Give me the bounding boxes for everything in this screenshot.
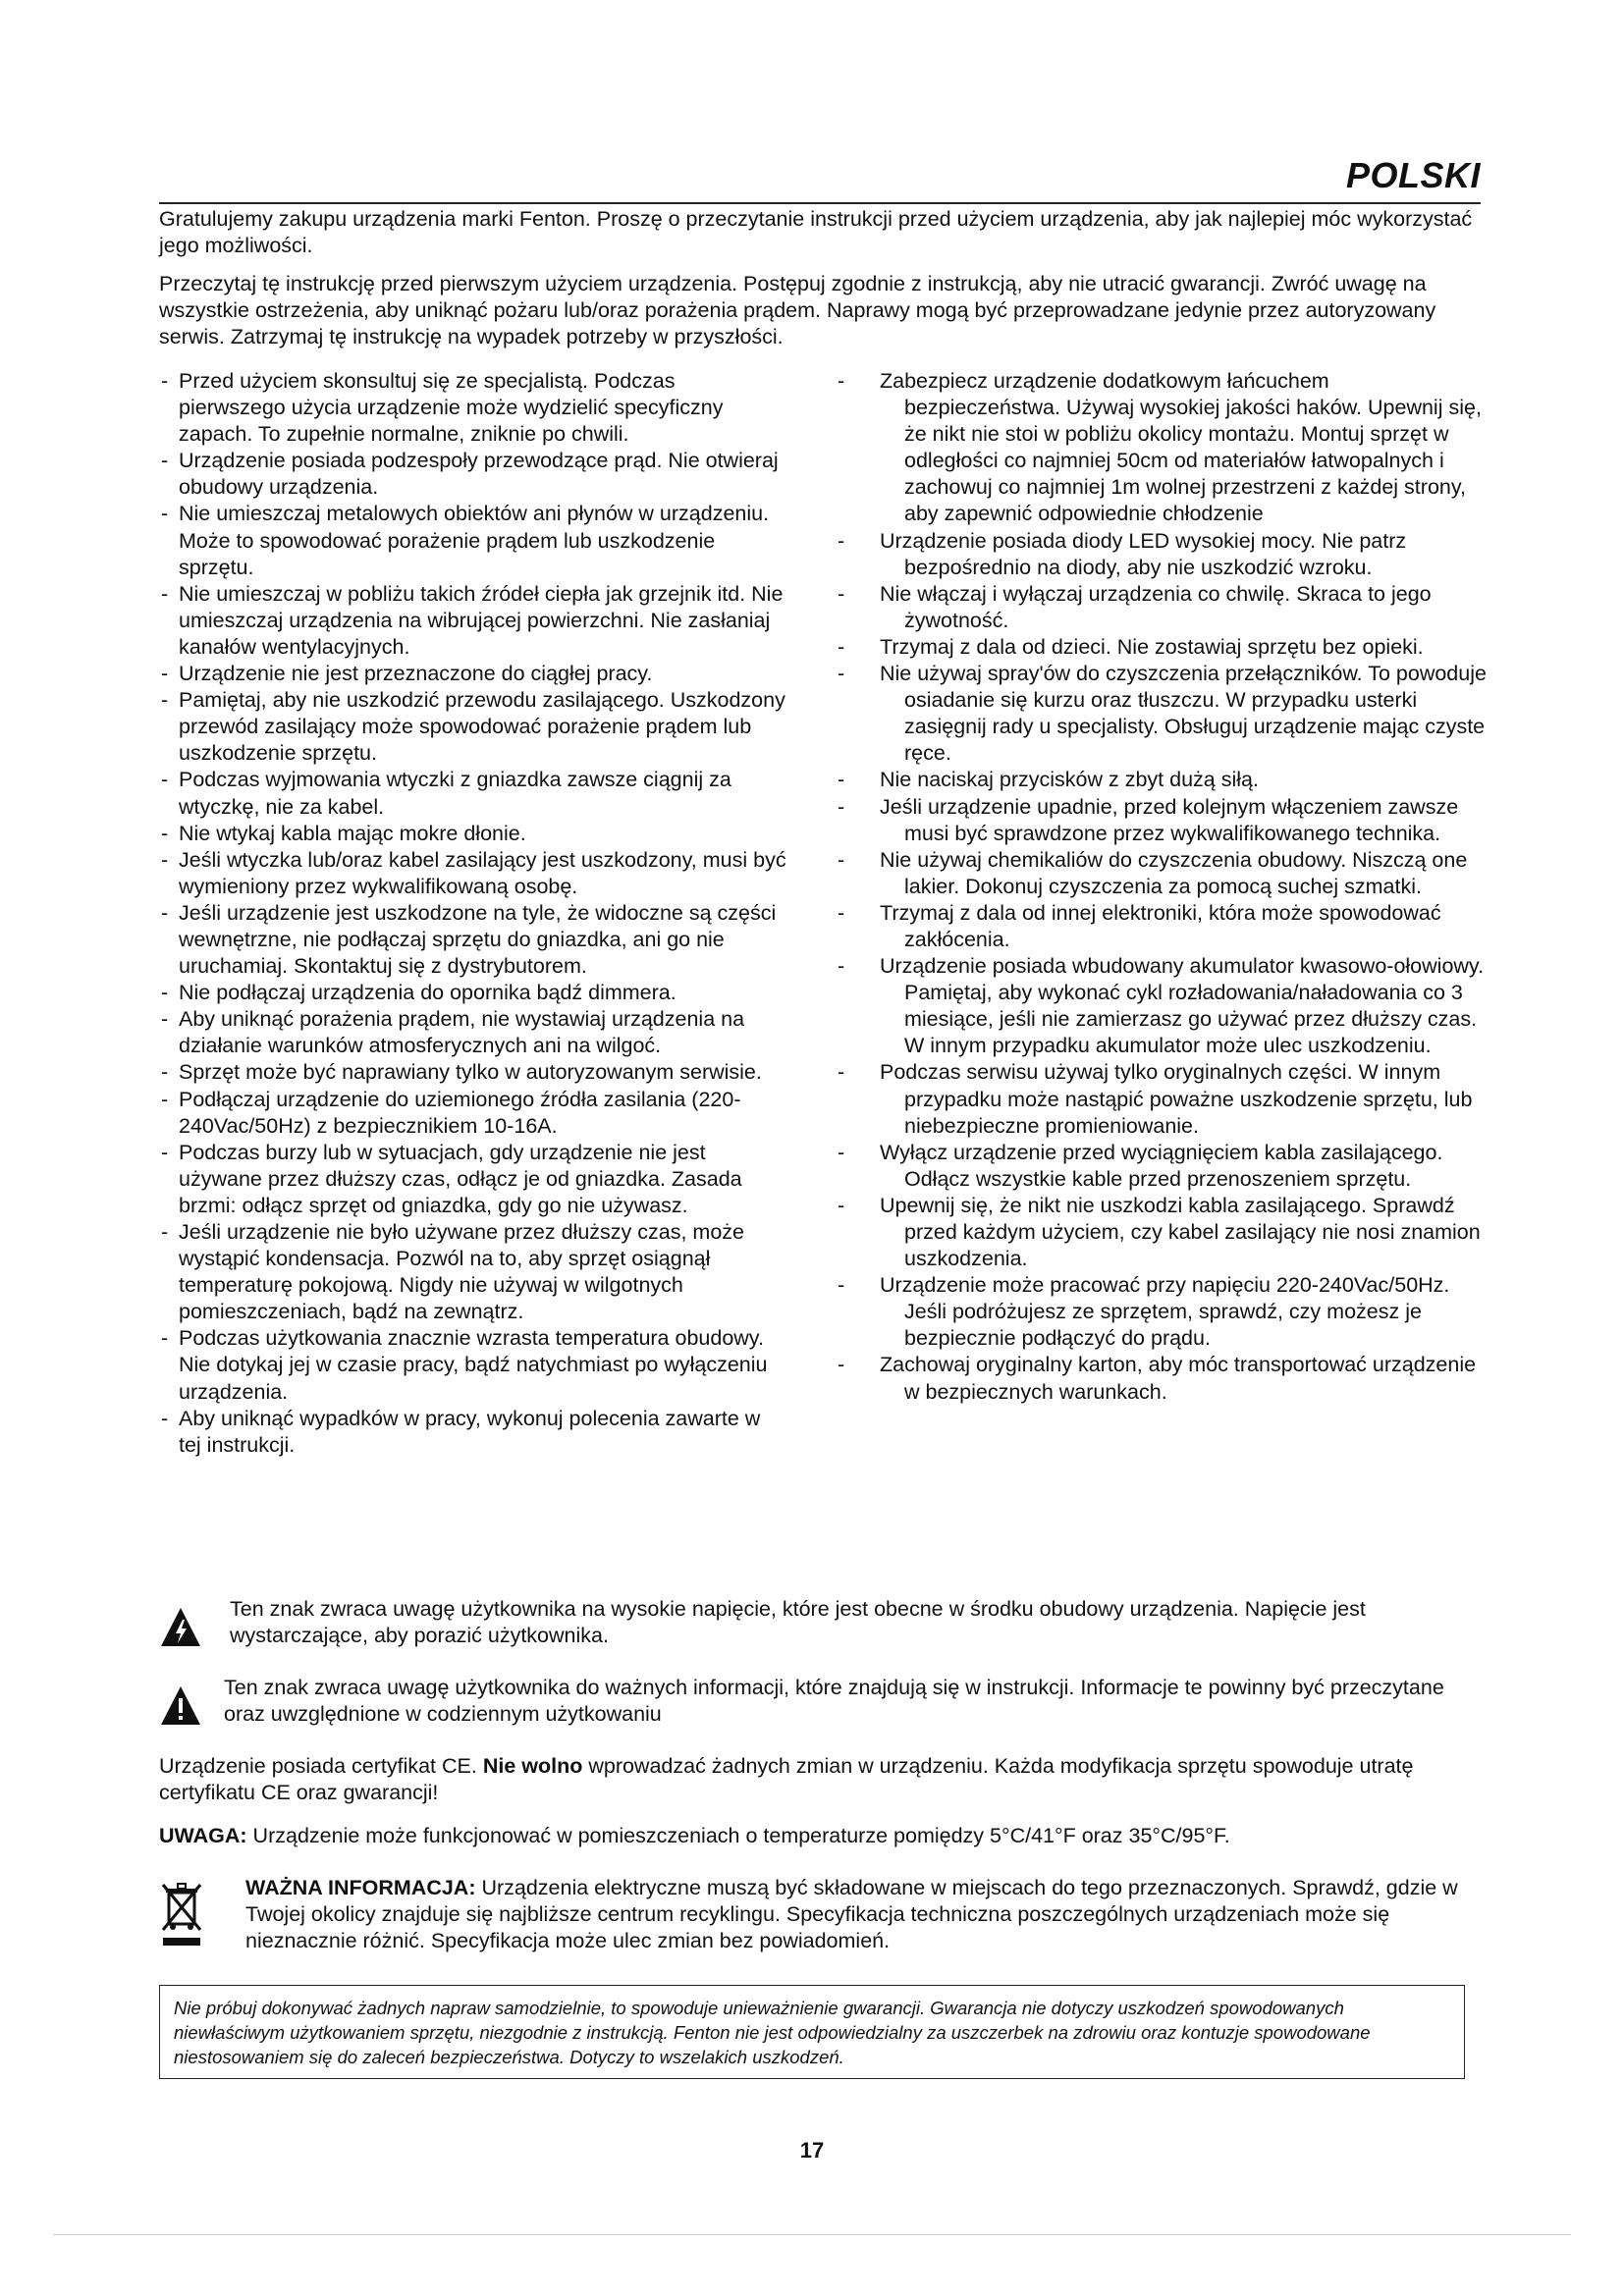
list-item: - Nie naciskaj przycisków z zbyt dużą siłą. [860,767,1489,793]
exclamation-warning-icon [159,1684,202,1728]
list-item: - Aby uniknąć porażenia prądem, nie wystawiaj urządzenia na działanie warunków atmosferycznych ani na wilgoć. [159,1006,787,1059]
footer-divider [53,2234,1571,2235]
important-info-text: Ten znak zwraca uwagę użytkownika do ważnych informacji, które znajdują się w instrukcji. Informacje te powinny być przeczytane oraz uwzględnione w codziennym użytkowaniu [224,1676,1444,1726]
list-item: - Urządzenie posiada wbudowany akumulator kwasowo-ołowiowy. Pamiętaj, aby wykonać cykl rozładowania/naładowania co 3 miesiące, jeśli nie zamierzasz go używać przez dłuższy czas. W innym przypadku akumulator może ulec uszkodzeniu. [860,953,1489,1059]
list-item: - Urządzenie posiada podzespoły przewodzące prąd. Nie otwieraj obudowy urządzenia. [159,448,787,501]
ce-text-after: wprowadzać żadnych zmian w urządzeniu. Każda modyfikacja sprzętu spowoduje utratę certyfikatu CE oraz gwarancji! [159,1754,1414,1804]
list-item: - Przed użyciem skonsultuj się ze specjalistą. Podczas pierwszego użycia urządzenie może wydzielić specyficzny zapach. To zupełnie normalne, zniknie po chwili. [159,368,787,448]
list-item: - Nie używaj chemikaliów do czyszczenia obudowy. Niszczą one lakier. Dokonuj czyszczenia za pomocą suchej szmatki. [860,847,1489,900]
ce-notice [159,1753,1485,1806]
list-item: - Podczas burzy lub w sytuacjach, gdy urządzenie nie jest używane przez dłuższy czas, odłącz je od gniazdka. Zasada brzmi: odłącz sprzęt od gniazdka, gdy go nie używasz. [159,1140,787,1219]
safety-list-right [860,368,1489,1406]
list-item: - Wyłącz urządzenie przed wyciągnięciem kabla zasilającego. Odłącz wszystkie kable przed przenoszeniem sprzętu. [860,1140,1489,1193]
list-item: - Urządzenie posiada diody LED wysokiej mocy. Nie patrz bezpośrednio na diody, aby nie uszkodzić wzroku. [860,528,1489,581]
uwaga-label: UWAGA: [159,1824,247,1847]
list-item: - Nie wtykaj kabla mając mokre dłonie. [159,821,787,847]
language-heading: POLSKI [1345,155,1481,195]
weee-body: Urządzenia elektryczne muszą być składowane w miejscach do tego przeznaczonych. Sprawdź, gdzie w Twojej okolicy znajduje się najbliższe centrum recyklingu. Specyfikacja techniczna poszczególnych urządzeniach może się nieznacznie różnić. Specyfikacja może ulec zmian bez powiadomień. [245,1876,1458,1952]
list-item: - Podczas użytkowania znacznie wzrasta temperatura obudowy. Nie dotykaj jej w czasie pracy, bądź natychmiast po wyłączeniu urządzenia. [159,1325,787,1405]
disclaimer-text: Nie próbuj dokonywać żadnych napraw samodzielnie, to spowoduje unieważnienie gwarancji. Gwarancja nie dotyczy uszkodzeń spowodowanych niewłaściwym użytkowaniem sprzętu, niezgodnie z instrukcją. Fenton nie jest odpowiedzialny za uszczerbek na zdrowiu oraz kontuzje spowodowane niestosowaniem się do zaleceń bezpieczeństwa. Dotyczy to wszelakich uszkodzeń. [174,1998,1371,2067]
list-item: - Podłączaj urządzenie do uziemionego źródła zasilania (220-240Vac/50Hz) z bezpiecznikiem 10-16A. [159,1087,787,1140]
list-item: - Pamiętaj, aby nie uszkodzić przewodu zasilającego. Uszkodzony przewód zasilający może spowodować porażenie prądem lub uszkodzenie sprzętu. [159,687,787,767]
weee-notice [159,1875,1485,1963]
list-item: - Nie używaj spray'ów do czyszczenia przełączników. To powoduje osiadanie się kurzu oraz tłuszczu. W przypadku usterki zasięgnij rady u specjalisty. Obsługuj urządzenie mając czyste ręce. [860,661,1489,767]
list-item: - Podczas serwisu używaj tylko oryginalnych części. W innym przypadku może nastąpić poważne uszkodzenie sprzętu, lub niebezpieczne promieniowanie. [860,1059,1489,1139]
weee-label: WAŻNA INFORMACJA: [245,1876,476,1899]
crossed-bin-icon [159,1881,206,1951]
list-item: - Nie podłączaj urządzenia do opornika bądź dimmera. [159,980,787,1006]
list-item: - Trzymaj z dala od innej elektroniki, która może spowodować zakłócenia. [860,900,1489,953]
list-item: - Jeśli urządzenie upadnie, przed kolejnym włączeniem zawsze musi być sprawdzone przez wykwalifikowanego technika. [860,794,1489,847]
list-item: - Zabezpiecz urządzenie dodatkowym łańcuchem bezpieczeństwa. Używaj wysokiej jakości haków. Upewnij się, że nikt nie stoi w pobliżu okolicy montażu. Montuj sprzęt w odległości co najmniej 50cm od materiałów łatwopalnych i zachowuj co najmniej 1m wolnej przestrzeni z każdej strony, aby zapewnić odpowiednie chłodzenie [860,368,1489,528]
high-voltage-warning [159,1596,1485,1655]
list-item: - Urządzenie nie jest przeznaczone do ciągłej pracy. [159,661,787,687]
uwaga-text: Urządzenie może funkcjonować w pomieszczeniach o temperaturze pomiędzy 5°C/41°F oraz 35°C/95°F. [246,1824,1230,1847]
list-item: - Jeśli wtyczka lub/oraz kabel zasilający jest uszkodzony, musi być wymieniony przez wykwalifikowaną osobę. [159,847,787,900]
list-item: - Nie umieszczaj w pobliżu takich źródeł ciepła jak grzejnik itd. Nie umieszczaj urządzenia na wibrującej powierzchni. Nie zasłaniaj kanałów wentylacyjnych. [159,581,787,661]
list-item: - Sprzęt może być naprawiany tylko w autoryzowanym serwisie. [159,1059,787,1086]
list-item: - Trzymaj z dala od dzieci. Nie zostawiaj sprzętu bez opieki. [860,634,1489,661]
list-item: - Jeśli urządzenie jest uszkodzone na tyle, że widoczne są części wewnętrzne, nie podłączaj sprzętu do gniazdka, ani go nie uruchamiaj. Skontaktuj się z dystrybutorem. [159,900,787,980]
list-item: - Nie włączaj i wyłączaj urządzenia co chwilę. Skraca to jego żywotność. [860,581,1489,634]
weee-text [245,1875,1485,1954]
list-item: - Upewnij się, że nikt nie uszkodzi kabla zasilającego. Sprawdź przed każdym użyciem, czy kabel zasilający nie nosi znamion uszkodzenia. [860,1193,1489,1272]
list-item: - Nie umieszczaj metalowych obiektów ani płynów w urządzeniu. Może to spowodować porażenie prądem lub uszkodzenie sprzętu. [159,501,787,580]
safety-list-left [159,368,787,1459]
list-item: - Urządzenie może pracować przy napięciu 220-240Vac/50Hz. Jeśli podróżujesz ze sprzętem, sprawdź, czy możesz je bezpiecznie podłączyć do prądu. [860,1272,1489,1352]
disclaimer-box [159,1985,1465,2079]
uwaga-notice [159,1823,1485,1849]
high-voltage-text: Ten znak zwraca uwagę użytkownika na wysokie napięcie, które jest obecne w środku obudowy urządzenia. Napięcie jest wystarczające, aby porazić użytkownika. [230,1597,1366,1647]
ce-text-before: Urządzenie posiada certyfikat CE. [159,1754,483,1778]
list-item: - Aby uniknąć wypadków w pracy, wykonuj polecenia zawarte w tej instrukcji. [159,1406,787,1459]
list-item: - Zachowaj oryginalny karton, aby móc transportować urządzenie w bezpiecznych warunkach. [860,1352,1489,1405]
header-divider [159,202,1481,204]
intro-paragraph-2: Przeczytaj tę instrukcję przed pierwszym użyciem urządzenia. Postępuj zgodnie z instrukcją, aby nie utracić gwarancji. Zwróć uwagę na wszystkie ostrzeżenia, aby uniknąć pożaru lub/oraz porażenia prądem. Naprawy mogą być przeprowadzane jedynie przez autoryzowany serwis. Zatrzymaj tę instrukcję na wypadek potrzeby w przyszłości. [159,272,1436,348]
list-item: - Podczas wyjmowania wtyczki z gniazdka zawsze ciągnij za wtyczkę, nie za kabel. [159,767,787,820]
intro-paragraph-1: Gratulujemy zakupu urządzenia marki Fenton. Proszę o przeczytanie instrukcji przed użyciem urządzenia, aby jak najlepiej móc wykorzystać jego możliwości. [159,207,1473,257]
page-number: 17 [799,2138,825,2163]
lightning-warning-icon [159,1606,202,1649]
list-item: - Jeśli urządzenie nie było używane przez dłuższy czas, może wystąpić kondensacja. Pozwól na to, aby sprzęt osiągnął temperaturę pokojową. Nigdy nie używaj w wilgotnych pomieszczeniach, bądź na zewnątrz. [159,1219,787,1325]
important-info-warning [159,1675,1485,1734]
ce-bold: Nie wolno [482,1754,583,1778]
